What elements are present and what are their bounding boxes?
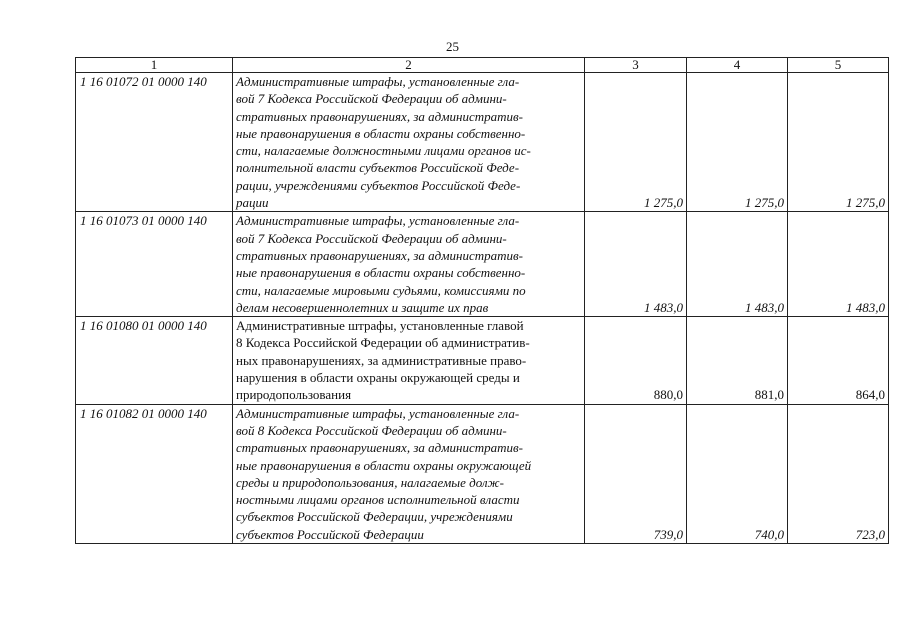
description-line: сти, налагаемые должностными лицами органов ис- [236,143,531,159]
description-line: Административные штрафы, установленные главой [236,318,524,334]
description-line: рации [236,195,269,211]
description-line: вой 7 Кодекса Российской Федерации об админи- [236,230,507,246]
description-line: Административные штрафы, установленные гла- [236,213,520,229]
value-col-4: 881,0 [687,317,788,404]
column-number-row [76,58,889,73]
value-col-3: 880,0 [585,317,687,404]
budget-code: 1 16 01073 01 0000 140 [76,212,233,317]
description-line: стративных правонарушениях, за административ- [236,108,523,124]
row-description [233,212,585,317]
description-line: стративных правонарушениях, за административ- [236,247,523,263]
column-header-5: 5 [788,58,889,73]
page-number: 25 [446,39,459,54]
description-line: ные правонарушения в области охраны собственно- [236,265,526,281]
row-description [233,404,585,543]
description-line: ных правонарушениях, за административные право- [236,352,527,368]
description-line: вой 7 Кодекса Российской Федерации об админи- [236,91,507,107]
table-row [76,212,889,317]
description-line: стративных правонарушениях, за административ- [236,440,523,456]
budget-code: 1 16 01082 01 0000 140 [76,404,233,543]
value-col-5: 1 483,0 [788,212,889,317]
column-header-3: 3 [585,58,687,73]
value-col-3: 739,0 [585,404,687,543]
value-col-4: 740,0 [687,404,788,543]
value-col-3: 1 275,0 [585,73,687,212]
row-description [233,73,585,212]
column-header-2: 2 [233,58,585,73]
description-line: рации, учреждениями субъектов Российской Феде- [236,177,521,193]
description-line: субъектов Российской Федерации, учреждениями [236,509,513,525]
value-col-4: 1 483,0 [687,212,788,317]
description-line: делам несовершеннолетних и защите их прав [236,299,489,315]
description-line: ные правонарушения в области охраны собственно- [236,125,526,141]
description-line: ные правонарушения в области охраны окружающей [236,457,532,473]
description-line: сти, налагаемые мировыми судьями, комиссиями по [236,282,526,298]
description-line: Административные штрафы, установленные гла- [236,74,520,89]
description-line: полнительной власти субъектов Российской Феде- [236,160,520,176]
column-header-1: 1 [76,58,233,73]
value-col-3: 1 483,0 [585,212,687,317]
description-line: вой 8 Кодекса Российской Федерации об админи- [236,422,507,438]
description-line: ностными лицами органов исполнительной власти [236,492,520,508]
description-line: субъектов Российской Федерации [236,526,424,542]
description-line: среды и природопользования, налагаемые долж- [236,474,504,490]
budget-code: 1 16 01072 01 0000 140 [76,73,233,212]
table-row [76,404,889,543]
value-col-4: 1 275,0 [687,73,788,212]
table-row [76,317,889,404]
value-col-5: 723,0 [788,404,889,543]
row-description [233,317,585,404]
value-col-5: 1 275,0 [788,73,889,212]
column-header-4: 4 [687,58,788,73]
budget-code: 1 16 01080 01 0000 140 [76,317,233,404]
description-line: нарушения в области охраны окружающей среды и [236,370,520,386]
description-line: Административные штрафы, установленные гла- [236,405,520,421]
description-line: 8 Кодекса Российской Федерации об административ- [236,335,530,351]
budget-table [75,57,889,544]
value-col-5: 864,0 [788,317,889,404]
description-line: природопользования [236,387,352,403]
table-row [76,73,889,212]
